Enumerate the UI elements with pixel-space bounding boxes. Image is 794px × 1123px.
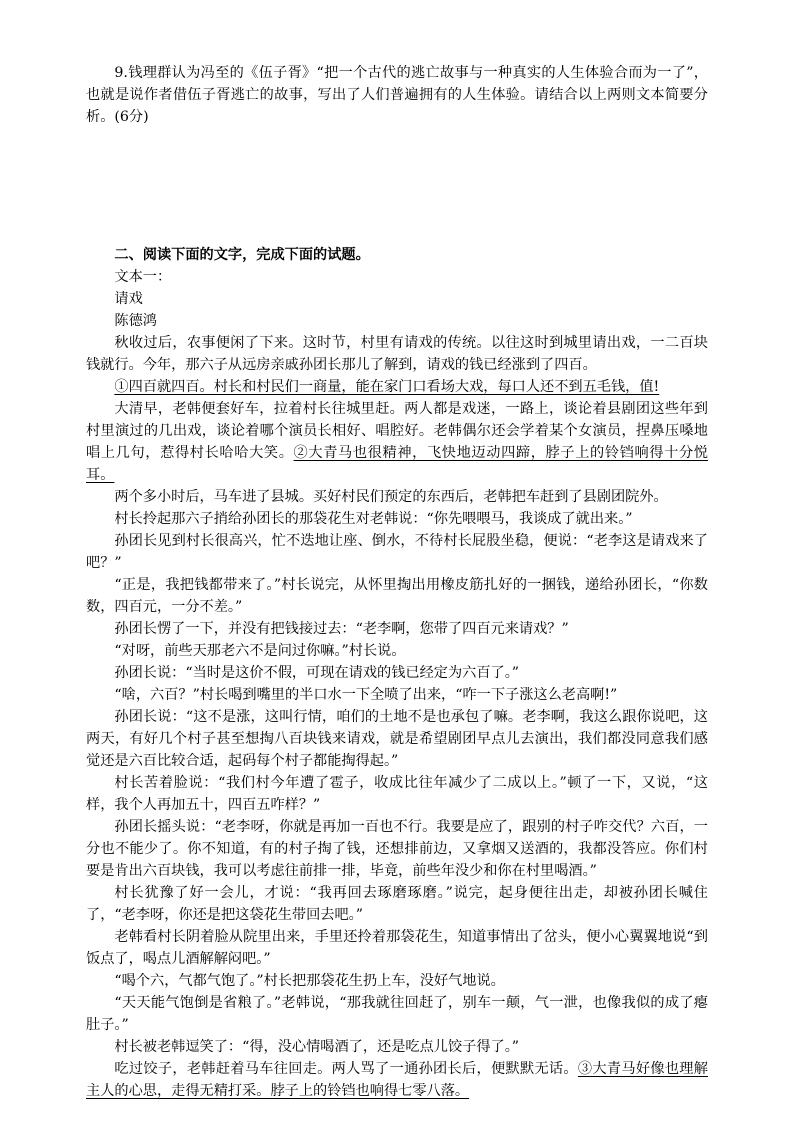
paragraph: “啥，六百？”村长喝到嘴里的半口水一下全喷了出来，“咋一下子涨这么老高啊!” <box>114 687 618 703</box>
paragraph: 秋收过后，农事便闲了下来。这时节，村里有请戏的传统。以往这时到城里请出戏，一二百块钱就行。今年，那六子从远房亲戚孙团长那儿了解到，请戏的钱已经涨到了四百。 <box>86 335 708 373</box>
paragraph: 孙团长摇头说：“老李呀，你就是再加一百也不行。我要是应了，跟别的村子咋交代？六百，一分也不能少了。你不知道，有的村子掏了钱，还想排前边，又拿烟又送酒的，我都没答应。你们村要是肯出六百块钱，我可以考虑往前排一排，毕竟，前些年没少和你在村里喝酒。” <box>86 819 708 879</box>
underlined-sentence-2: ②大青马也很精神，飞快地迈动四蹄，脖子上的铃铛响得十分悦耳。 <box>86 445 708 483</box>
underlined-sentence-3: ③大青马好像也理解主人的心思，走得无精打采。脖子上的铃铛也响得七零八落。 <box>86 1061 708 1099</box>
question-9-text: 9.钱理群认为冯至的《伍子胥》“把一个古代的逃亡故事与一种真实的人生体验合而为一了”，也就是说作者借伍子胥逃亡的故事，写出了人们普遍拥有的人生体验。请结合以上两则文本简要分析。(6分) <box>86 65 708 125</box>
story-title: 请戏 <box>114 291 143 307</box>
paragraph: “正是，我把钱都带来了。”村长说完，从怀里掏出用橡皮筋扎好的一捆钱，递给孙团长，“你数数，四百元，一分不差。” <box>86 577 708 615</box>
paragraph: 村长犹豫了好一会儿，才说：“我再回去琢磨琢磨。”说完，起身便往出走，却被孙团长喊住了，“老李呀，你还是把这袋花生带回去吧。” <box>86 885 708 923</box>
paragraph: 孙团长说：“当时是这价不假，可现在请戏的钱已经定为六百了。” <box>114 665 520 681</box>
paragraph: “喝个六，气都气饱了。”村长把那袋花生扔上车，没好气地说。 <box>114 973 505 989</box>
underlined-sentence-1: ①四百就四百。村长和村民们一商量，能在家门口看场大戏，每口人还不到五毛钱，值! <box>114 379 660 395</box>
paragraph: 孙团长说：“这不是涨，这叫行情，咱们的土地不是也承包了嘛。老李啊，我这么跟你说吧，这两天，有好几个村子甚至想掏八百块钱来请戏，就是希望剧团早点儿去演出，我们都没同意我们感觉还是六百比较合适，起码每个村子都能掏得起。” <box>86 709 708 769</box>
paragraph: 两个多小时后，马车进了县城。买好村民们预定的东西后，老韩把车赶到了县剧团院外。 <box>114 489 668 505</box>
paragraph: 村长苦着脸说：“我们村今年遭了雹子，收成比往年减少了二成以上。”顿了一下，又说，“这样，我个人再加五十，四百五咋样？” <box>86 775 708 813</box>
text-label: 文本一： <box>114 269 172 285</box>
question-9 <box>86 62 708 128</box>
paragraph-text: 吃过饺子，老韩赶着马车往回走。两人骂了一通孙团长后，便默默无话。 <box>114 1061 578 1077</box>
paragraph: 孙团长愣了一下，并没有把钱接过去：“老李啊，您带了四百元来请戏？” <box>114 621 569 637</box>
story-author: 陈德鸿 <box>114 313 157 329</box>
paragraph: 老韩看村长阴着脸从院里出来，手里还拎着那袋花生，知道事情出了岔头，便小心翼翼地说“到饭点了，喝点儿酒解解闷吧。” <box>86 929 708 967</box>
paragraph: “天天能气饱倒是省粮了。”老韩说，“那我就往回赶了，别车一颠，气一泄，也像我似的成了瘪肚子。” <box>86 995 708 1033</box>
reading-section <box>86 244 708 1102</box>
paragraph <box>86 398 708 486</box>
paragraph: 村长被老韩逗笑了：“得，没心情喝酒了，还是吃点儿饺子得了。” <box>114 1039 520 1055</box>
paragraph-text: 大清早，老韩便套好车，拉着村长往城里赶。两人都是戏迷，一路上，谈论着县剧团这些年到村里演过的几出戏，谈论着哪个演员长相好、唱腔好。老韩偶尔还会学着某个女演员，捏鼻压嗓地唱上几句，惹得村长哈哈大笑。 <box>86 401 708 461</box>
paragraph-underlined-1 <box>86 376 708 398</box>
paragraph <box>86 1058 708 1102</box>
paragraph: “对呀，前些天那老六不是问过你嘛。”村长说。 <box>114 643 406 659</box>
section-heading: 二、阅读下面的文字，完成下面的试题。 <box>114 247 370 263</box>
paragraph: 孙团长见到村长很高兴，忙不迭地让座、倒水，不待村长屁股坐稳，便说：“老李这是请戏来了吧？” <box>86 533 708 571</box>
paragraph: 村长拎起那六子捎给孙团长的那袋花生对老韩说：“你先喂喂马，我谈成了就出来。” <box>114 511 633 527</box>
